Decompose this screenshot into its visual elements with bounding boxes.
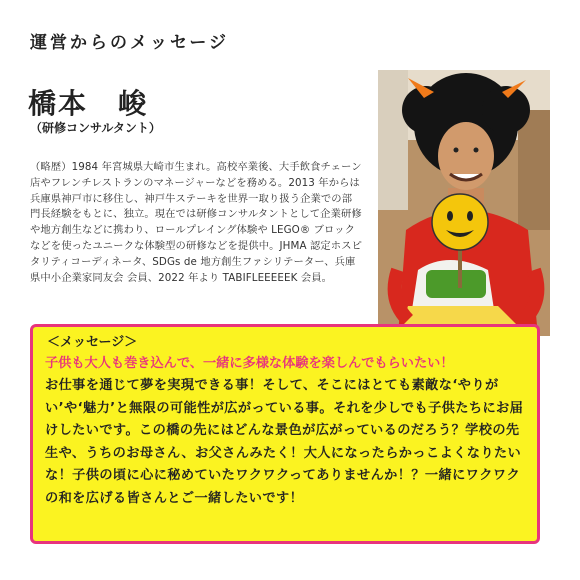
message-highlight: 子供も大人も巻き込んで、一緒に多様な体験を楽しんでもらいたい！ <box>45 356 454 371</box>
photo-illustration <box>378 70 550 336</box>
message-body: お仕事を通じて夢を実現できる事！そして、そこにはとても素敵な‘やりがい’や‘魅力’と無限の可能性が広がっている事。それを少しでも子供たちにお届けしたいです。この橋の先にはどんな景色が広がっているのだろう？学校の先生や、うちのお母さん、お父さんみたく！大人になったらかっこよくなりたいな！子供の頃に心に秘めていたワクワクってありませんか！？一緒にワクワクの和を広げる皆さんとご一緒したいです！ <box>45 378 524 506</box>
page-heading: 運営からのメッセージ <box>30 33 229 53</box>
profile-name: 橋本 峻 <box>28 87 149 120</box>
message-label: ＜メッセージ＞ <box>47 335 138 350</box>
profile-role: （研修コンサルタント） <box>30 121 161 135</box>
profile-bio: （略歴）1984 年宮城県大崎市生まれ。高校卒業後、大手飲食チェーン店やフレンチレストランのマネージャーなどを務める。2013 年からは兵庫県神戸市に移住し、神戸牛ステーキを世界一取り扱う企業での部門長経験をもとに、独立。現在では研修コンサルタントとして企業研修や地方創生などに携わり、ロールプレイング体験や LEGO® ブロックなどを使ったユニークな体験型の研修などを提供中。JHMA 認定ホスピタリティコーディネータ、SDGs de 地方創生ファシリテーター、兵庫県中小企業家同友会 会員、2022 年より TABIFLEEEEEK 会員。 <box>30 161 362 284</box>
profile-photo <box>378 70 550 336</box>
message-box <box>30 324 540 544</box>
